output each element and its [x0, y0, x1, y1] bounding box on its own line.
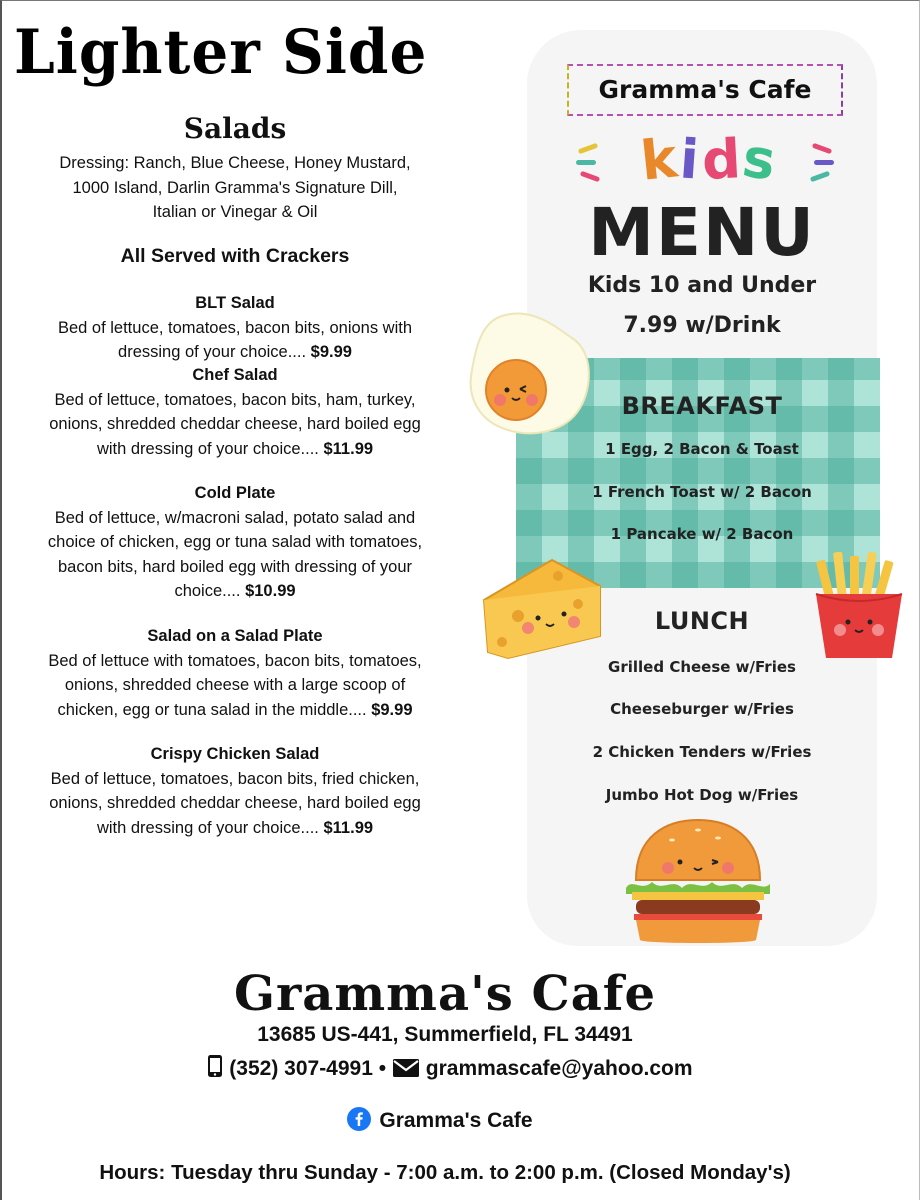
cafe-address: 13685 US-441, Summerfield, FL 34491 [257, 1023, 633, 1046]
salad-item-salad-plate [0, 624, 470, 722]
salad-desc-line: with dressing of your choice.... [96, 439, 319, 458]
lunch-item: Jumbo Hot Dog w/Fries [605, 786, 799, 804]
breakfast-item: 1 Pancake w/ 2 Bacon [610, 525, 794, 543]
breakfast-heading: BREAKFAST [621, 392, 783, 420]
lunch-item: 2 Chicken Tenders w/Fries [592, 743, 812, 761]
salad-desc-line: chicken, egg or tuna salad in the middle.... [57, 700, 367, 719]
fried-egg-icon [462, 308, 596, 442]
kids-letter: k [638, 126, 684, 193]
confetti-dash [576, 160, 596, 165]
breakfast-item: 1 French Toast w/ 2 Bacon [592, 483, 812, 501]
business-hours: Hours: Tuesday thru Sunday - 7:00 a.m. to 2:00 p.m. (Closed Monday's) [99, 1161, 791, 1184]
lighter-side-title: Lighter Side [14, 16, 428, 88]
kids-letter: d [700, 126, 746, 193]
salad-desc-line: with dressing of your choice.... [96, 818, 319, 837]
salad-desc-line: Bed of lettuce, tomatoes, bacon bits, ham, turkey, [54, 390, 416, 409]
salad-desc-line: Bed of lettuce, tomatoes, bacon bits, onions with [57, 318, 413, 337]
dressing-line: Dressing: Ranch, Blue Cheese, Honey Mustard, [59, 154, 411, 172]
salad-item-cold-plate [0, 481, 470, 604]
lunch-heading: LUNCH [654, 607, 750, 635]
kids-card-cafe-name: Gramma's Cafe [567, 64, 843, 116]
email-link[interactable]: grammascafe@yahoo.com [425, 1057, 693, 1080]
salad-name: Crispy Chicken Salad [150, 745, 320, 763]
kids-word [600, 125, 820, 194]
salad-desc-line: dressing of your choice.... [118, 343, 307, 361]
salad-name: BLT Salad [195, 294, 275, 312]
facebook-line [0, 1107, 880, 1137]
salad-desc-line: onions, shredded cheese with a large scoop of [64, 676, 406, 694]
cheese-icon [478, 556, 608, 662]
lunch-item: Grilled Cheese w/Fries [608, 658, 796, 676]
salad-price: $10.99 [245, 582, 296, 600]
salad-desc-line: bacon bits, hard boiled egg with dressing of your [57, 557, 413, 576]
burger-icon [622, 816, 774, 946]
salad-price: $11.99 [323, 818, 374, 837]
dressing-line: Italian or Vinegar & Oil [152, 203, 318, 221]
salad-desc-line: Bed of lettuce with tomatoes, bacon bits, tomatoes, [48, 651, 422, 670]
dressing-options [0, 151, 470, 225]
salad-desc-line: choice of chicken, egg or tuna salad with tomatoes, [47, 533, 423, 551]
salad-item-blt [0, 291, 470, 365]
lunch-item: Cheeseburger w/Fries [610, 700, 794, 718]
kids-age-note: Kids 10 and Under [587, 273, 817, 298]
kids-letter: i [678, 127, 704, 192]
envelope-icon [392, 1058, 420, 1084]
facebook-page-link[interactable]: Gramma's Cafe [379, 1109, 533, 1132]
breakfast-item: 1 Egg, 2 Bacon & Toast [605, 440, 799, 458]
kids-price-note: 7.99 w/Drink [623, 313, 781, 338]
salad-desc-line: onions, shredded cheddar cheese, hard boiled egg [49, 415, 421, 433]
served-with-note: All Served with Crackers [120, 245, 350, 267]
phone-number[interactable]: (352) 307-4991 [229, 1057, 373, 1080]
lighter-side-section [0, 0, 470, 960]
salad-name: Cold Plate [194, 484, 276, 502]
french-fries-icon [808, 550, 910, 662]
footer-cafe-name: Gramma's Cafe [234, 966, 656, 1022]
contact-line [0, 1054, 900, 1084]
salad-name: Chef Salad [192, 366, 278, 384]
salad-item-crispy-chicken [0, 742, 470, 840]
salad-name: Salad on a Salad Plate [147, 627, 323, 645]
dressing-line: 1000 Island, Darlin Gramma's Signature Dill, [72, 178, 398, 197]
phone-icon [207, 1054, 223, 1084]
salad-price: $9.99 [310, 343, 352, 361]
salad-price: $11.99 [323, 439, 374, 458]
salad-desc-line: choice.... [174, 582, 241, 600]
salad-desc-line: Bed of lettuce, w/macroni salad, potato salad and [54, 508, 416, 527]
salads-heading: Salads [183, 112, 287, 145]
salad-desc-line: Bed of lettuce, tomatoes, bacon bits, fried chicken, [50, 769, 420, 788]
salad-desc-line: onions, shredded cheddar cheese, hard boiled egg [49, 794, 421, 812]
kids-letter: s [739, 125, 783, 194]
contact-separator: • [378, 1057, 387, 1080]
salad-item-chef [0, 363, 470, 461]
facebook-icon [347, 1107, 371, 1137]
menu-word: MENU [588, 194, 816, 271]
salad-price: $9.99 [371, 700, 413, 719]
